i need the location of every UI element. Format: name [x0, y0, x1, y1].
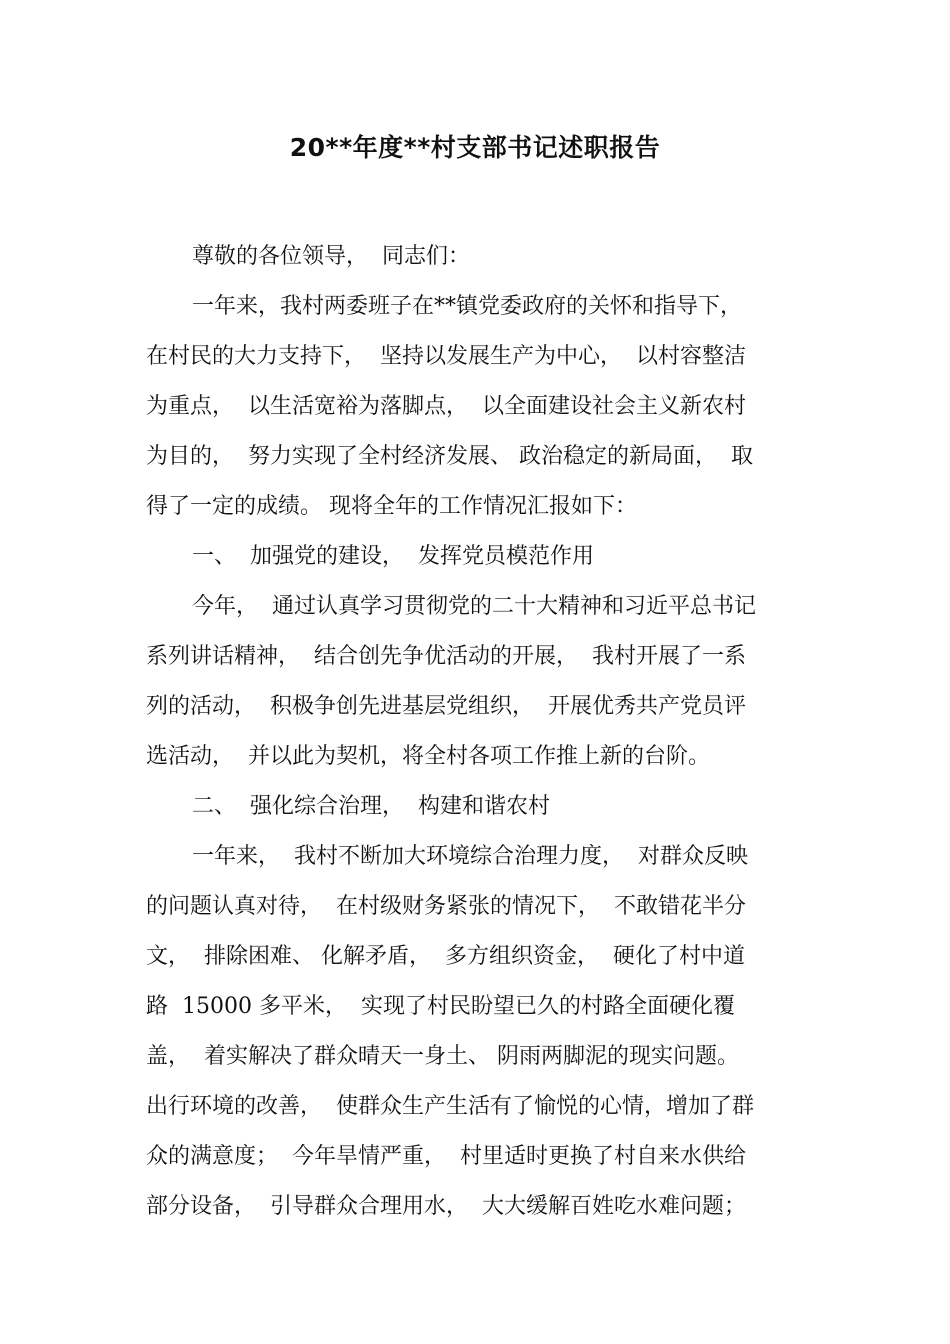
body-text-line: 盖， 着实解决了群众晴天一身土、 阴雨两脚泥的现实问题。 [146, 1044, 739, 1069]
body-text-line: 选活动， 并以此为契机，将全村各项工作推上新的台阶。 [146, 744, 710, 769]
body-text-line: 的问题认真对待， 在村级财务紧张的情况下， 不敢错花半分 [146, 894, 746, 919]
body-text-line: 一年来，我村两委班子在**镇党委政府的关怀和指导下， [192, 294, 743, 319]
document-body [146, 232, 806, 1232]
body-text-line: 今年， 通过认真学习贯彻党的二十大精神和习近平总书记 [192, 594, 756, 619]
body-text-line: 在村民的大力支持下， 坚持以发展生产为中心， 以村容整洁 [146, 344, 746, 369]
body-text-line: 一、 加强党的建设， 发挥党员模范作用 [192, 544, 594, 569]
body-text-line: 为重点， 以生活宽裕为落脚点， 以全面建设社会主义新农村 [146, 394, 746, 419]
document-title: 20**年度**村支部书记述职报告 [289, 133, 661, 162]
body-text-line: 列的活动， 积极争创先进基层党组织， 开展优秀共产党员评 [146, 694, 746, 719]
body-text-line: 出行环境的改善， 使群众生产生活有了愉悦的心情，增加了群 [146, 1094, 754, 1119]
body-text-line: 路 15000 多平米， 实现了村民盼望已久的村路全面硬化覆 [146, 994, 735, 1019]
body-text-line: 众的满意度； 今年旱情严重， 村里适时更换了村自来水供给 [146, 1144, 746, 1169]
body-text-line: 部分设备， 引导群众合理用水， 大大缓解百姓吃水难问题； [146, 1194, 746, 1219]
body-text-line: 文， 排除困难、 化解矛盾， 多方组织资金， 硬化了村中道 [146, 944, 745, 969]
body-text-line: 为目的， 努力实现了全村经济发展、 政治稳定的新局面， 取 [146, 444, 753, 469]
body-text-line: 得了一定的成绩。 现将全年的工作情况汇报如下： [146, 494, 637, 519]
body-text-line: 尊敬的各位领导， 同志们： [192, 244, 470, 269]
body-text-line: 一年来， 我村不断加大环境综合治理力度， 对群众反映 [192, 844, 748, 869]
body-text-line: 二、 强化综合治理， 构建和谐农村 [192, 794, 550, 819]
body-text-line: 系列讲话精神， 结合创先争优活动的开展， 我村开展了一系 [146, 644, 746, 669]
